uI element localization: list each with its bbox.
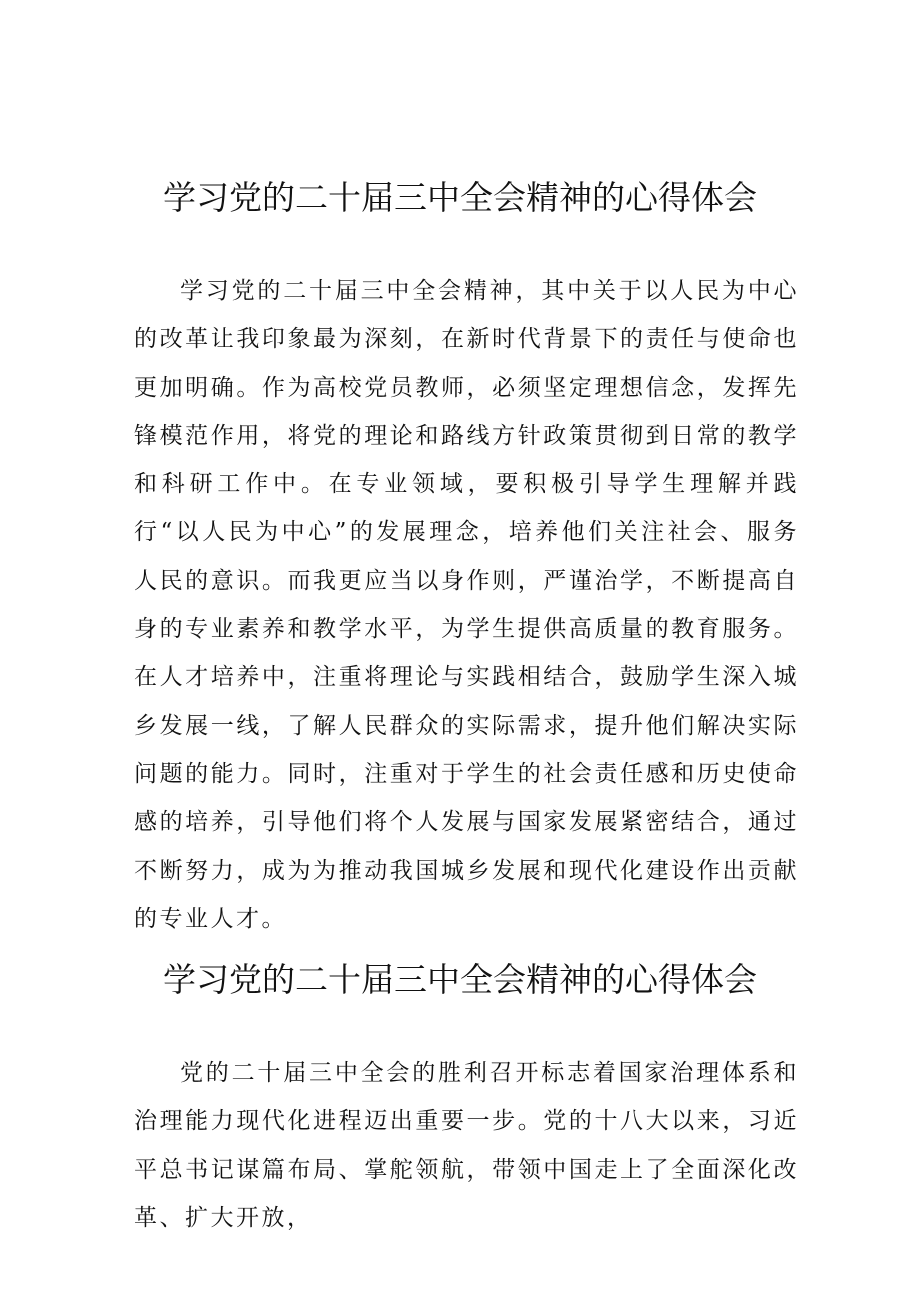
section-title-1: 学习党的二十届三中全会精神的心得体会 bbox=[163, 178, 757, 217]
section-paragraph-1: 学习党的二十届三中全会精神，其中关于以人民为中心的改革让我印象最为深刻，在新时代背景下的责任与使命也更加明确。作为高校党员教师，必须坚定理想信念，发挥先锋模范作用，将党的理论和路线方针政策贯彻到日常的教学和科研工作中。在专业领域，要积极引导学生理解并践行“以人民为中心”的发展理念，培养他们关注社会、服务人民的意识。而我更应当以身作则，严谨治学，不断提高自身的专业素养和教学水平，为学生提供高质量的教育服务。在人才培养中，注重将理论与实践相结合，鼓励学生深入城乡发展一线，了解人民群众的实际需求，提升他们解决实际问题的能力。同时，注重对于学生的社会责任感和历史使命感的培养，引导他们将个人发展与国家发展紧密结合，通过不断努力，成为为推动我国城乡发展和现代化建设作出贡献的专业人才。 bbox=[134, 278, 799, 932]
section-title-2: 学习党的二十届三中全会精神的心得体会 bbox=[163, 960, 757, 999]
section-paragraph-2: 党的二十届三中全会的胜利召开标志着国家治理体系和治理能力现代化进程迈出重要一步。党的十八大以来，习近平总书记谋篇布局、掌舵领航，带领中国走上了全面深化改革、扩大开放， bbox=[134, 1060, 799, 1231]
